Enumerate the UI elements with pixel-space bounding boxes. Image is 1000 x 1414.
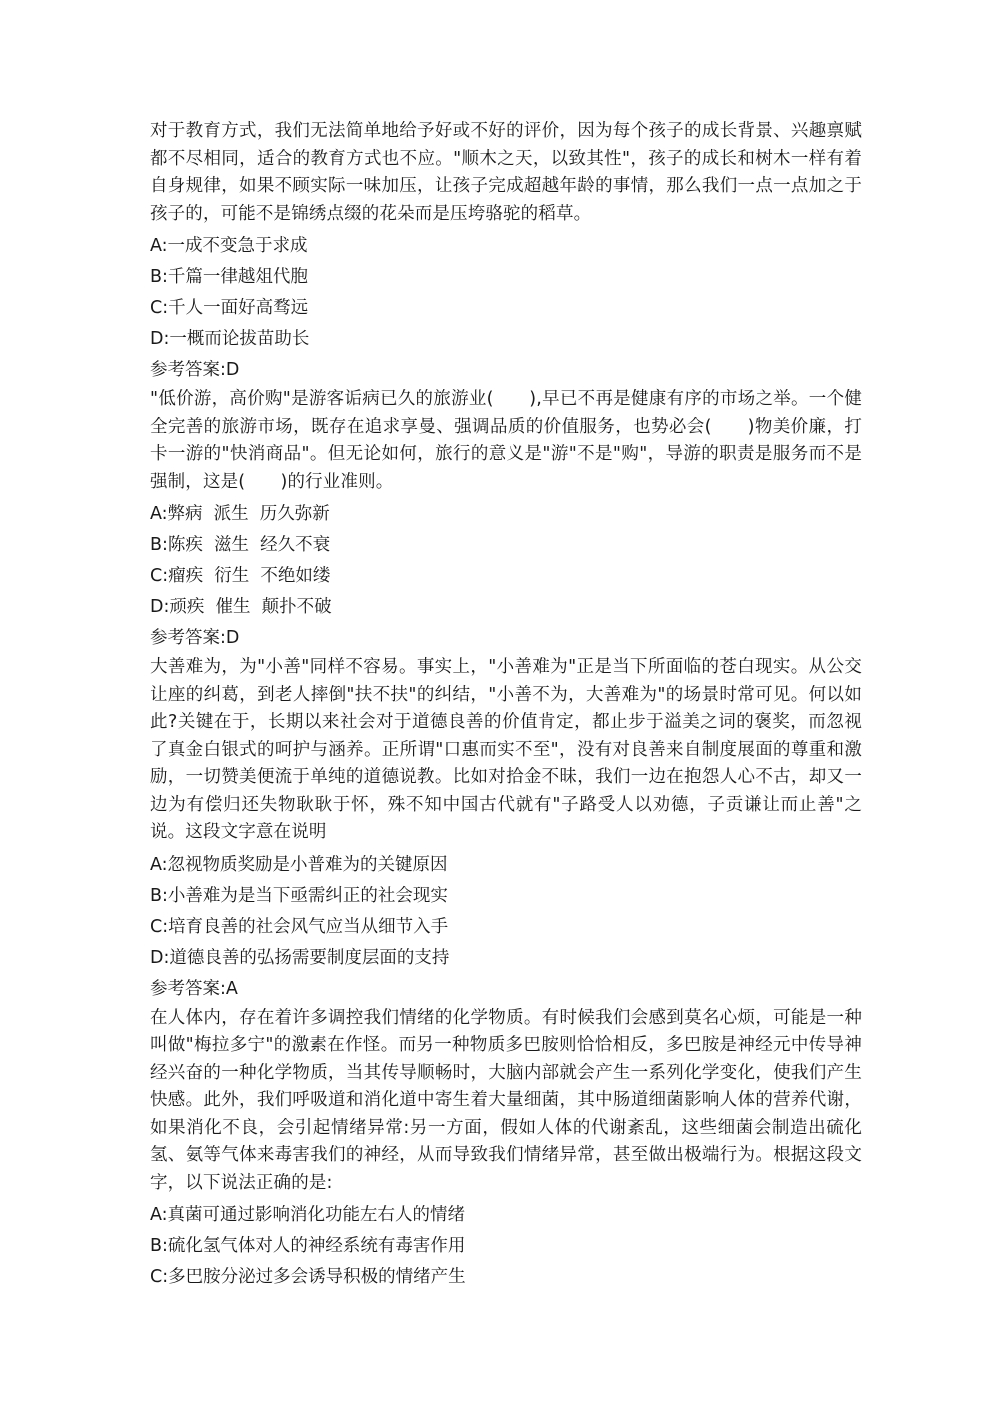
question-stem: 大善难为，为"小善"同样不容易。事实上，"小善难为"正是当下所面临的苍白现实。从公交让座的纠葛，到老人摔倒"扶不扶"的纠结，"小善不为，大善难为"的场景时常可见。何以如此?关键在于，长期以来社会对于道德良善的价值肯定，都止步于溢美之词的褒奖，而忽视了真金白银式的呵护与涵养。正所谓"口惠而实不至"，没有对良善来自制度展面的尊重和激励，一切赞美便流于单纯的道德说教。比如对拾金不昧，我们一边在抱怨人心不古，却又一边为有偿归还失物耿耿于怀，殊不知中国古代就有"子路受人以劝德，子贡谦让而止善"之说。这段文字意在说明 [150,657,862,842]
option-b: B:小善难为是当下亟需纠正的社会现实 [150,885,448,906]
option-b: B:硫化氢气体对人的神经系统有毒害作用 [150,1236,466,1256]
option-a: A:忽视物质奖励是小普难为的关键原因 [150,854,448,875]
reference-answer: 参考答案:D [150,360,240,380]
reference-answer: 参考答案:A [150,978,238,999]
question-stem: 对于教育方式，我们无法简单地给予好或不好的评价，因为每个孩子的成长背景、兴趣禀赋都不尽相同，适合的教育方式也不应。"顺木之天，以致其性"，孩子的成长和树木一样有着自身规律，如果不顾实际一味加压，让孩子完成超越年龄的事情，那么我们一点一点加之于孩子的，可能不是锦绣点缀的花朵而是压垮骆驼的稻草。 [150,121,862,224]
option-a: A:真菌可通过影响消化功能左右人的情绪 [150,1205,466,1225]
option-b: B:陈疾 滋生 经久不衰 [150,535,331,555]
option-c: C:瘤疾 衍生 不绝如缕 [150,566,331,586]
question-4 [150,1005,862,1294]
option-c: C:多巴胺分泌过多会诱导积极的情绪产生 [150,1267,466,1287]
question-stem: "低价游，高价购"是游客诟病已久的旅游业( ),早已不再是健康有序的市场之举。一个健全完善的旅游市场，既存在追求享曼、强调品质的价值服务，也势必会( )物美价廉，打卡一游的"快消商品"。但无论如何，旅行的意义是"游"不是"购"，导游的职责是服务而不是强制，这是( )的行业准则。 [150,389,862,492]
option-d: D:一概而论拔苗助长 [150,329,310,349]
option-d: D:顽疾 催生 颠扑不破 [150,597,332,617]
option-d: D:道德良善的弘扬需要制度层面的支持 [150,947,450,968]
question-1 [150,118,862,386]
option-b: B:千篇一律越俎代胞 [150,267,308,287]
question-3 [150,654,862,1005]
option-c: C:千人一面好高骛远 [150,298,309,318]
option-a: A:一成不变急于求成 [150,236,308,256]
document-page [150,118,862,1293]
question-stem: 在人体内，存在着许多调控我们情绪的化学物质。有时候我们会感到莫名心烦，可能是一种叫做"梅拉多宁"的激素在作怪。而另一种物质多巴胺则恰恰相反，多巴胺是神经元中传导神经兴奋的一种化学物质，当其传导顺畅时，大脑内部就会产生一系列化学变化，使我们产生快感。此外，我们呼吸道和消化道中寄生着大量细菌，其中肠道细菌影响人体的营养代谢，如果消化不良，会引起情绪异常:另一方面，假如人体的代谢紊乱，这些细菌会制造出硫化氢、氨等气体来毒害我们的神经，从而导致我们情绪异常，甚至做出极端行为。根据这段文字，以下说法正确的是: [150,1007,862,1193]
reference-answer: 参考答案:D [150,628,240,648]
option-c: C:培育良善的社会风气应当从细节入手 [150,916,449,937]
question-2 [150,386,862,654]
option-a: A:弊病 派生 历久弥新 [150,504,330,524]
